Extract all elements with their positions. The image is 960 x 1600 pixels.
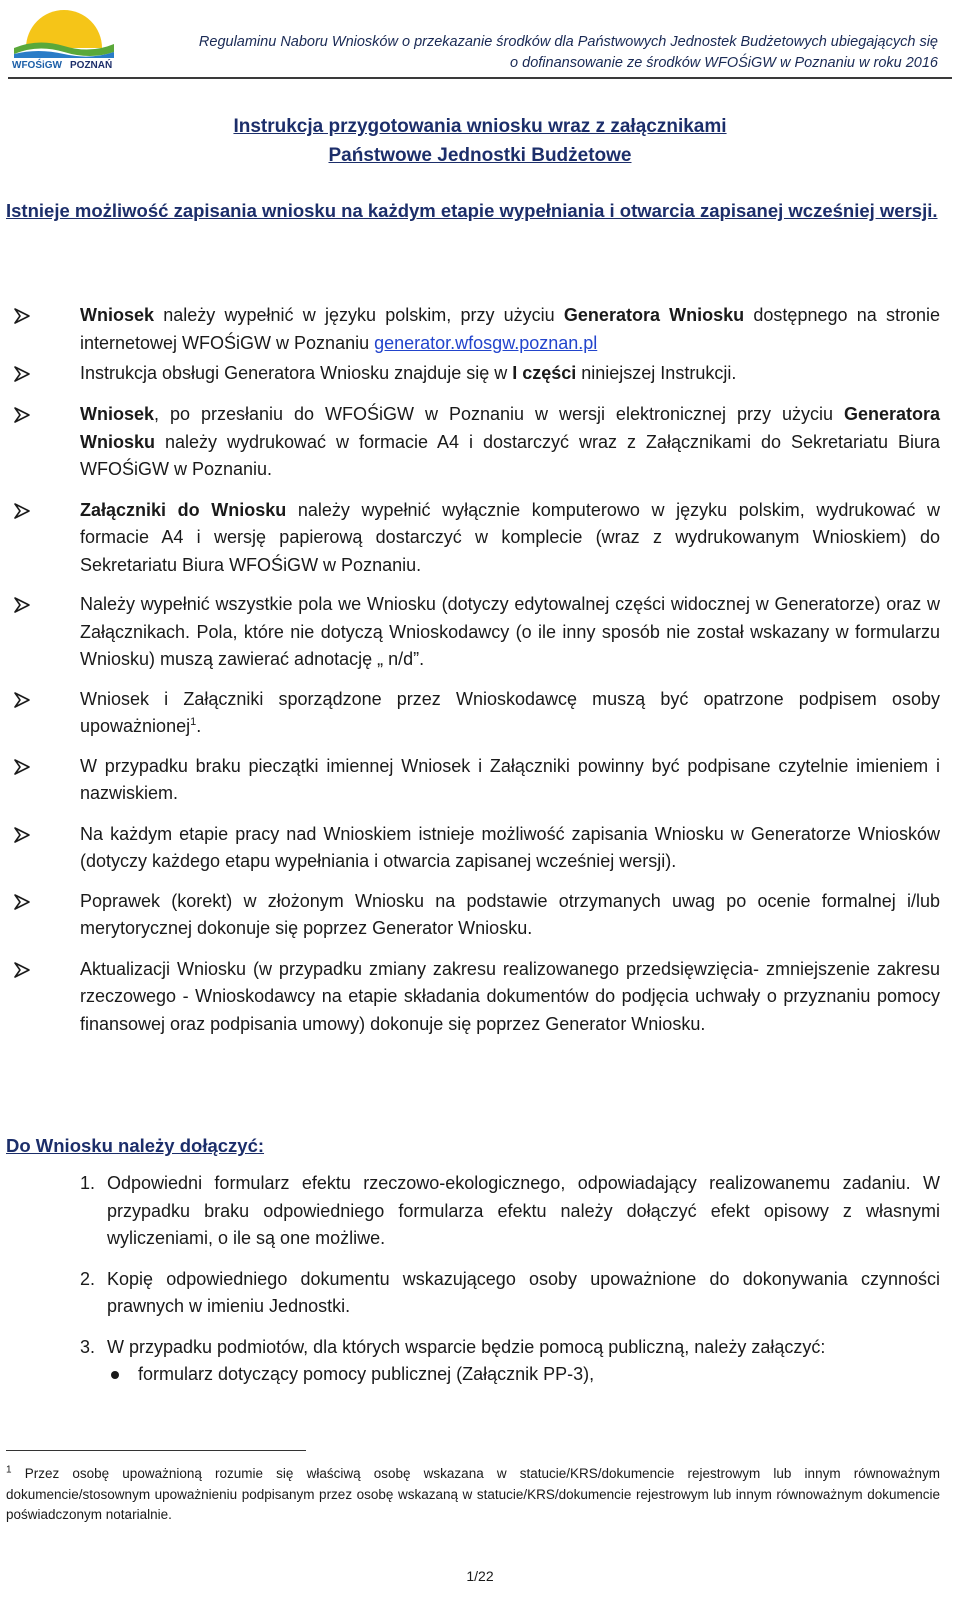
item-text: Wniosek i Załączniki sporządzone przez Wnioskodawcę muszą być opatrzone podpisem osoby upoważnionej	[80, 688, 940, 736]
item-number: 1.	[80, 1173, 96, 1193]
footnote-ref[interactable]: 1	[190, 716, 197, 728]
item-text: Na każdym etapie pracy nad Wnioskiem istnieje możliwość zapisania Wniosku w Generatorze Wniosków (dotyczy każdego etapu wypełniania i otwarcia zapisanej wcześniej wersji).	[80, 823, 940, 871]
list-item	[0, 360, 960, 387]
section-heading: Do Wniosku należy dołączyć:	[6, 1135, 265, 1156]
list-item	[0, 591, 960, 674]
attachments-list	[0, 1170, 960, 1389]
emphasis-text: Wniosek	[80, 305, 155, 325]
emphasis-text: Generatora Wniosku	[80, 404, 940, 452]
list-item	[0, 302, 960, 360]
list-item	[0, 753, 960, 808]
logo-city-text: POZNAŃ	[70, 60, 113, 70]
list-item	[0, 1266, 960, 1321]
footnote-mark: 1	[6, 1464, 12, 1476]
wfosgw-logo-icon	[8, 8, 120, 70]
item-text: Aktualizacji Wniosku (w przypadku zmiany zakresu realizowanego przedsięwzięcia- zmniejszenie zakresu rzeczowego - Wnioskodawcy na etapie składania dokumentów do podjęcia uchwały o przyznaniu pomocy finansowej oraz podpisania umowy) dokonuje się poprzez Generator Wniosku.	[80, 958, 940, 1034]
document-title: Instrukcja przygotowania wniosku wraz z załącznikami	[233, 116, 727, 137]
list-item	[0, 956, 960, 1039]
item-text: W przypadku braku pieczątki imiennej Wniosek i Załączniki powinny być podpisane czytelnie imieniem i nazwiskiem.	[80, 755, 940, 803]
footnote-divider	[6, 1450, 306, 1451]
instruction-list	[0, 302, 960, 1038]
footnote-text: Przez osobę upoważnioną rozumie się właściwą osobę wskazana w statucie/KRS/dokumencie rejestrowym lub innym równoważnym dokumencie/stosownym upoważnieniu podpisanym przez osobę wskazaną w statucie/KRS/dokumencie rejestrowym lub innym równoważnym dokumencie poświadczonym notarialnie.	[6, 1466, 940, 1522]
item-text: Kopię odpowiedniego dokumentu wskazującego osoby upoważnione do dokonywania czynności prawnych w imieniu Jednostki.	[107, 1268, 940, 1316]
arrowhead-bullet-icon	[12, 302, 34, 329]
emphasis-text: I części	[512, 363, 577, 383]
item-text: niniejszej Instrukcji.	[576, 363, 737, 383]
footnote	[6, 1464, 940, 1526]
item-text: Instrukcja obsługi Generatora Wniosku znajduje się w	[80, 363, 513, 383]
running-header-line1: Regulaminu Naboru Wniosków o przekazanie środków dla Państwowych Jednostek Budżetowych ubiegających się	[198, 34, 938, 50]
logo-brand-text: WFOŚiGW	[12, 60, 62, 70]
item-text: formularz dotyczący pomocy publicznej (Załącznik PP-3),	[138, 1364, 595, 1384]
arrowhead-bullet-icon	[12, 956, 34, 983]
page-number: 1/22	[466, 1568, 494, 1584]
list-item	[0, 821, 960, 876]
item-text: W przypadku podmiotów, dla których wsparcie będzie pomocą publiczną, należy załączyć:	[107, 1336, 826, 1357]
running-header	[199, 32, 938, 74]
item-text: należy wydrukować w formacie A4 i dostarczyć wraz z Załącznikami do Sekretariatu Biura WFOŚiGW w Poznaniu.	[80, 431, 940, 479]
list-item	[0, 1170, 960, 1253]
list-item	[0, 1334, 960, 1362]
list-item	[0, 686, 960, 741]
header-divider	[8, 77, 952, 79]
list-item	[0, 1361, 960, 1389]
emphasis-text: Załączniki do Wniosku	[80, 499, 287, 520]
title-block	[0, 112, 960, 170]
emphasis-text: Generatora Wniosku	[563, 305, 745, 325]
generator-link[interactable]: generator.wfosgw.poznan.pl	[374, 332, 598, 353]
bullet-dot-icon	[111, 1371, 119, 1379]
item-number: 2.	[80, 1268, 96, 1289]
save-notice: Istnieje możliwość zapisania wniosku na każdym etapie wypełniania i otwarcia zapisanej wcześniej wersji.	[6, 200, 938, 221]
arrowhead-bullet-icon	[12, 686, 34, 713]
arrowhead-bullet-icon	[12, 360, 34, 387]
item-text: .	[196, 716, 202, 736]
arrowhead-bullet-icon	[12, 821, 34, 848]
list-item	[0, 888, 960, 943]
arrowhead-bullet-icon	[12, 753, 34, 780]
item-text: należy wypełnić w języku polskim, przy użyciu	[154, 305, 564, 325]
item-text: należy wypełnić wyłącznie komputerowo w języku polskim, wydrukować w formacie A4 i wersję papierową dostarczyć w komplecie (wraz z wydrukowanym Wnioskiem) do Sekretariatu Biura WFOŚiGW w Poznaniu.	[80, 499, 940, 575]
list-item	[0, 497, 960, 580]
document-subtitle: Państwowe Jednostki Budżetowe	[328, 145, 632, 166]
emphasis-text: Wniosek	[80, 404, 155, 424]
item-text: dostępnego na stronie internetowej WFOŚiGW w Poznaniu	[80, 305, 940, 353]
item-number: 3.	[80, 1336, 96, 1357]
arrowhead-bullet-icon	[12, 591, 34, 618]
item-text: Odpowiedni formularz efektu rzeczowo-ekologicznego, odpowiadający realizowanemu zadaniu. W przypadku braku odpowiedniego formularza efektu należy dołączyć efekt opisowy z własnymi wyliczeniami, o ile są one możliwe.	[107, 1173, 940, 1248]
item-text: Należy wypełnić wszystkie pola we Wniosku (dotyczy edytowalnej części widocznej w Generatorze) oraz w Załącznikach. Pola, które nie dotyczą Wnioskodawcy (o ile inny sposób nie został wskazany w formularzu Wniosku) muszą zawierać adnotację „ n/d”.	[80, 594, 940, 669]
arrowhead-bullet-icon	[12, 888, 34, 915]
list-item	[0, 401, 960, 484]
item-text: Poprawek (korekt) w złożonym Wniosku na podstawie otrzymanych uwag po ocenie formalnej i/lub merytorycznej dokonuje się poprzez Generator Wniosku.	[80, 890, 940, 938]
arrowhead-bullet-icon	[12, 497, 34, 524]
item-text: , po przesłaniu do WFOŚiGW w Poznaniu w wersji elektronicznej przy użyciu	[154, 404, 844, 424]
running-header-line2: o dofinansowanie ze środków WFOŚiGW w Poznaniu w roku 2016	[510, 55, 938, 71]
arrowhead-bullet-icon	[12, 401, 34, 428]
